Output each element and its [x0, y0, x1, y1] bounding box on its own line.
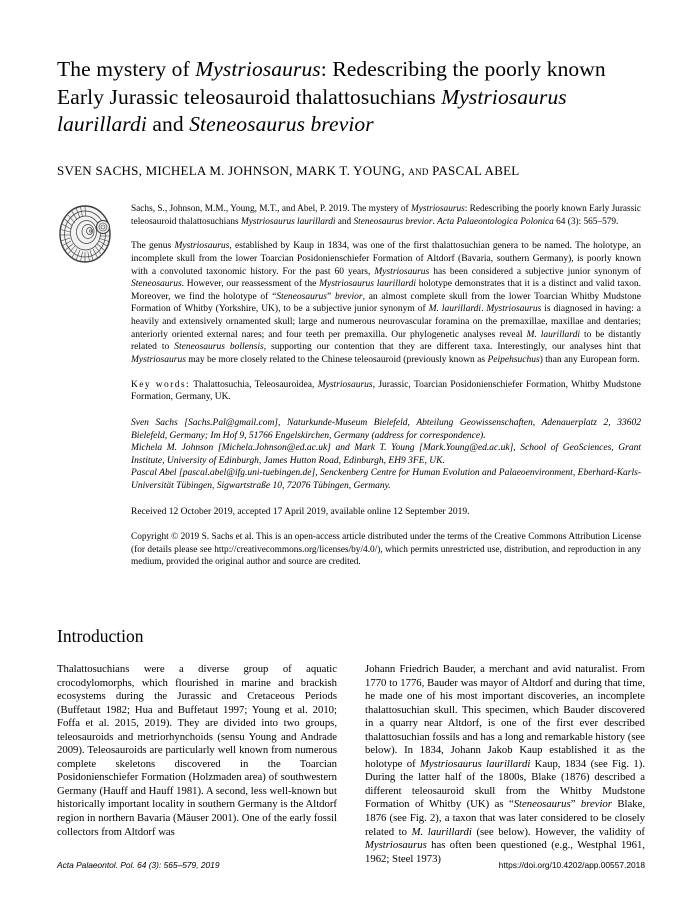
abstract-i2: Mystriosaurus — [374, 266, 430, 277]
title-block — [57, 56, 647, 139]
citation-journal: Acta Palaeontologica Polonica — [437, 216, 554, 227]
section-heading-introduction: Introduction — [57, 626, 144, 646]
abstract-i11: Mystriosaurus — [131, 355, 186, 366]
abstract-p3: has been considered a subjective junior synonym of — [429, 266, 641, 277]
abstract-p4: . However, our reassessment of the — [181, 279, 320, 290]
keywords-line — [131, 379, 641, 404]
abstract-i5: Steneosaurus — [276, 291, 327, 302]
page-footer — [57, 860, 645, 870]
abstract-block — [131, 203, 641, 569]
author-list — [57, 163, 647, 179]
body-right-r5: (see below). However, the validity of — [471, 825, 645, 838]
title-part-1: The mystery of — [57, 57, 196, 81]
page-title — [57, 56, 647, 139]
keywords-pre: Thalattosuchia, Teleosauroidea, — [190, 379, 318, 390]
title-genus-1: Mystriosaurus — [195, 57, 321, 81]
body-right-i1: Mystriosaurus laurillardi — [420, 757, 531, 770]
body-right-r6: has often been questioned (e.g., Westphal 1961, 1962; Steel 1973) — [365, 839, 645, 865]
title-part-3b: and — [146, 112, 190, 136]
body-right-r2: Kaup, 1834 (see Fig. 1). During the latter half of the 1800s, Blake (1876) described a different teleosauroid skull from the Whitby Mudstone Formation of Whitby (UK) as “ — [365, 757, 645, 811]
affiliation-3: Pascal Abel [pascal.abel@ifg.uni-tuebingen.de], Senckenberg Centre for Human Evolution and Palaeoenvironment, Eberhard-Karls-Universität Tübingen, Sigwartstraße 10, 72076 Tübingen, Germany. — [131, 468, 641, 492]
body-right-i5: Mystriosaurus — [365, 839, 427, 852]
abstract-i10: Steneosaurus bollensis — [174, 342, 264, 353]
citation-line — [131, 203, 641, 228]
received-dates: Received 12 October 2019, accepted 17 April 2019, available online 12 September 2019. — [131, 506, 470, 517]
body-column-left — [57, 663, 337, 866]
citation-part-3: and — [335, 216, 354, 227]
abstract-i6: brevior — [334, 291, 363, 302]
abstract-p7: , an almost complete skull from the lower Toarcian Whitby Mudstone Formation of Whitby (Yorkshire, UK), to be a subjective junior synonym of — [131, 291, 641, 315]
abstract-p13: ) than any European form. — [539, 355, 640, 366]
title-part-2: known Early Jurassic teleosauroid thalattosuchians — [57, 57, 606, 109]
abstract-p2: , established by Kaup in 1834, was one of the first thalattosuchian genera to be named. The holotype, an incomplete skull from the lower Toarcian Posidonienschiefer Formation of Altdorf (Bavaria, southern Germany), is poorly known with a convoluted taxonomic history. For the past 60 years, — [131, 241, 641, 277]
abstract-i9: M. laurillardi — [526, 329, 580, 340]
abstract-i7: M. laurillardi — [428, 304, 482, 315]
abstract-i4: Mystriosaurus laurillardi — [319, 279, 416, 290]
copyright-notice: Copyright © 2019 S. Sachs et al. This is an open-access article distributed under the terms of the Creative Commons Attribution License (for details please see http://creativecommons.org/licenses/by/4.0/), which permits unrestricted use, distribution, and reproduction in any medium, provided the original author and source are credited. — [131, 532, 641, 568]
abstract-p12: may be more closely related to the Chinese teleosauroid (previously known as — [185, 355, 488, 366]
abstract-i3: Steneosaurus — [131, 279, 182, 290]
abstract-p9: is diagnosed in having: a heavily and extensively ornamented skull; large and numerous neurovascular foramina on the premaxillae, maxillae and dentaries; anteriorly oriented external nares; and four teeth per premaxilla. Our phylogenetic analyses reveal — [131, 304, 641, 340]
keywords-italic: Mystriosaurus — [317, 379, 373, 390]
keywords-post: , Jurassic, Toarcian Posidonienschiefer Formation, Whitby Mudstone Formation, Germany, UK. — [131, 379, 641, 403]
abstract-p1: The genus — [131, 241, 175, 252]
body-right-r3: ” — [570, 798, 581, 811]
keywords-label: Key words: — [131, 379, 191, 390]
author-names: SVEN SACHS, MICHELA M. JOHNSON, MARK T. YOUNG, and PASCAL ABEL — [57, 163, 520, 178]
body-right-i2: Steneosaurus — [513, 798, 571, 811]
title-species-2: Mystriosaurus laurillardi — [57, 84, 567, 136]
abstract-p11: , supporting our contention that they are different taxa. Interestingly, our analyses hint that — [263, 342, 641, 353]
footer-doi-link[interactable]: https://doi.org/10.4202/app.00557.2018 — [498, 860, 645, 870]
body-right-r1: Johann Friedrich Bauder, a merchant and avid naturalist. From 1770 to 1776, Bauder was mayor of Altdorf and during that time, he made one of his most important discoveries, an incomplete thalattosuchian skull. This specimen, which Bauder discovered in a quarry near Altdorf, is one of the first ever described thalattosuchian fossils and has a long and remarkable history (see below). In 1834, Johann Jakob Kaup established it as the holotype of — [365, 663, 645, 770]
affiliations-block — [131, 417, 641, 493]
citation-part-2: : Redescribing the poorly known Early Jurassic teleosauroid thalattosuchians — [131, 204, 641, 227]
citation-part-4: . — [432, 216, 438, 227]
body-column-right — [365, 663, 645, 866]
footer-journal-ref: Acta Palaeontol. Pol. 64 (3): 565–579, 2019 — [57, 860, 220, 870]
citation-part-1: Sachs, S., Johnson, M.M., Young, M.T., and Abel, P. 2019. The mystery of — [131, 204, 411, 214]
body-right-i4: M. laurillardi — [411, 825, 472, 838]
abstract-i12: Peipehsuchus — [487, 355, 540, 366]
citation-italic-2: Mystriosaurus laurillardi — [240, 216, 336, 227]
abstract-p10: to be distantly related to — [131, 329, 641, 353]
body-left-paragraph: Thalattosuchians were a diverse group of aquatic crocodylomorphs, which flourished in marine and brackish ecosystems during the Jurassic and Cretaceous Periods (Buffetaut 1982; Hua and Buffetaut 1997; Young et al. 2010; Foffa et al. 2015, 2019). They are divided into two groups, teleosauroids and metriorhynchoids (sensu Young and Andrade 2009). Teleosauroids are particularly well known from numerous complete skeletons discovered in the Toarcian Posidonienschiefer Formation (Holzmaden area) of southwestern Germany (Hauff and Hauff 1981). A second, less well-known but historically important locality in southern Germany is the Altdorf region in northern Bavaria (Mäuser 2001). One of the early fossil collectors from Altdorf was — [57, 663, 337, 838]
citation-italic-3: Steneosaurus brevior — [353, 216, 433, 227]
abstract-i1: Mystriosaurus — [174, 241, 230, 252]
body-right-paragraph — [365, 663, 645, 866]
citation-italic-1: Mystriosaurus — [411, 204, 465, 214]
abstract-p6: ” — [326, 291, 335, 302]
affiliation-2: Michela M. Johnson [Michela.Johnson@ed.ac.uk] and Mark T. Young [Mark.Young@ed.ac.uk], School of GeoSciences, Grant Institute, University of Edinburgh, James Hutton Road, Edinburgh, EH9 3FE, UK. — [131, 443, 641, 466]
abstract-p8: . — [481, 304, 487, 315]
affiliation-1: Sven Sachs [Sachs.Pal@gmail.com], Naturkunde-Museum Bielefeld, Abteilung Geowissenschaften, Adenauerplatz 2, 33602 Bielefeld, Germany; Im Hof 9, 51766 Engelskirchen, Germany (address for correspondence). — [131, 418, 641, 441]
abstract-p5: holotype demonstrates that it is a distinct and valid taxon. Moreover, we find the holotype of “ — [131, 279, 641, 302]
body-right-i3: brevior — [580, 798, 612, 811]
body-right-r4: Blake, 1876 (see Fig. 2), a taxon that was later considered to be closely related to — [365, 798, 645, 838]
body-columns — [57, 663, 645, 866]
title-part-1b: : Redescribing the poorly — [320, 57, 542, 81]
abstract-i8: Mystriosaurus — [486, 304, 542, 315]
abstract-text — [131, 240, 641, 367]
citation-part-5: 64 (3): 565–579. — [553, 216, 619, 227]
title-species-3: Steneosaurus brevior — [189, 112, 374, 136]
ammonite-fossil-logo-icon — [58, 202, 118, 264]
